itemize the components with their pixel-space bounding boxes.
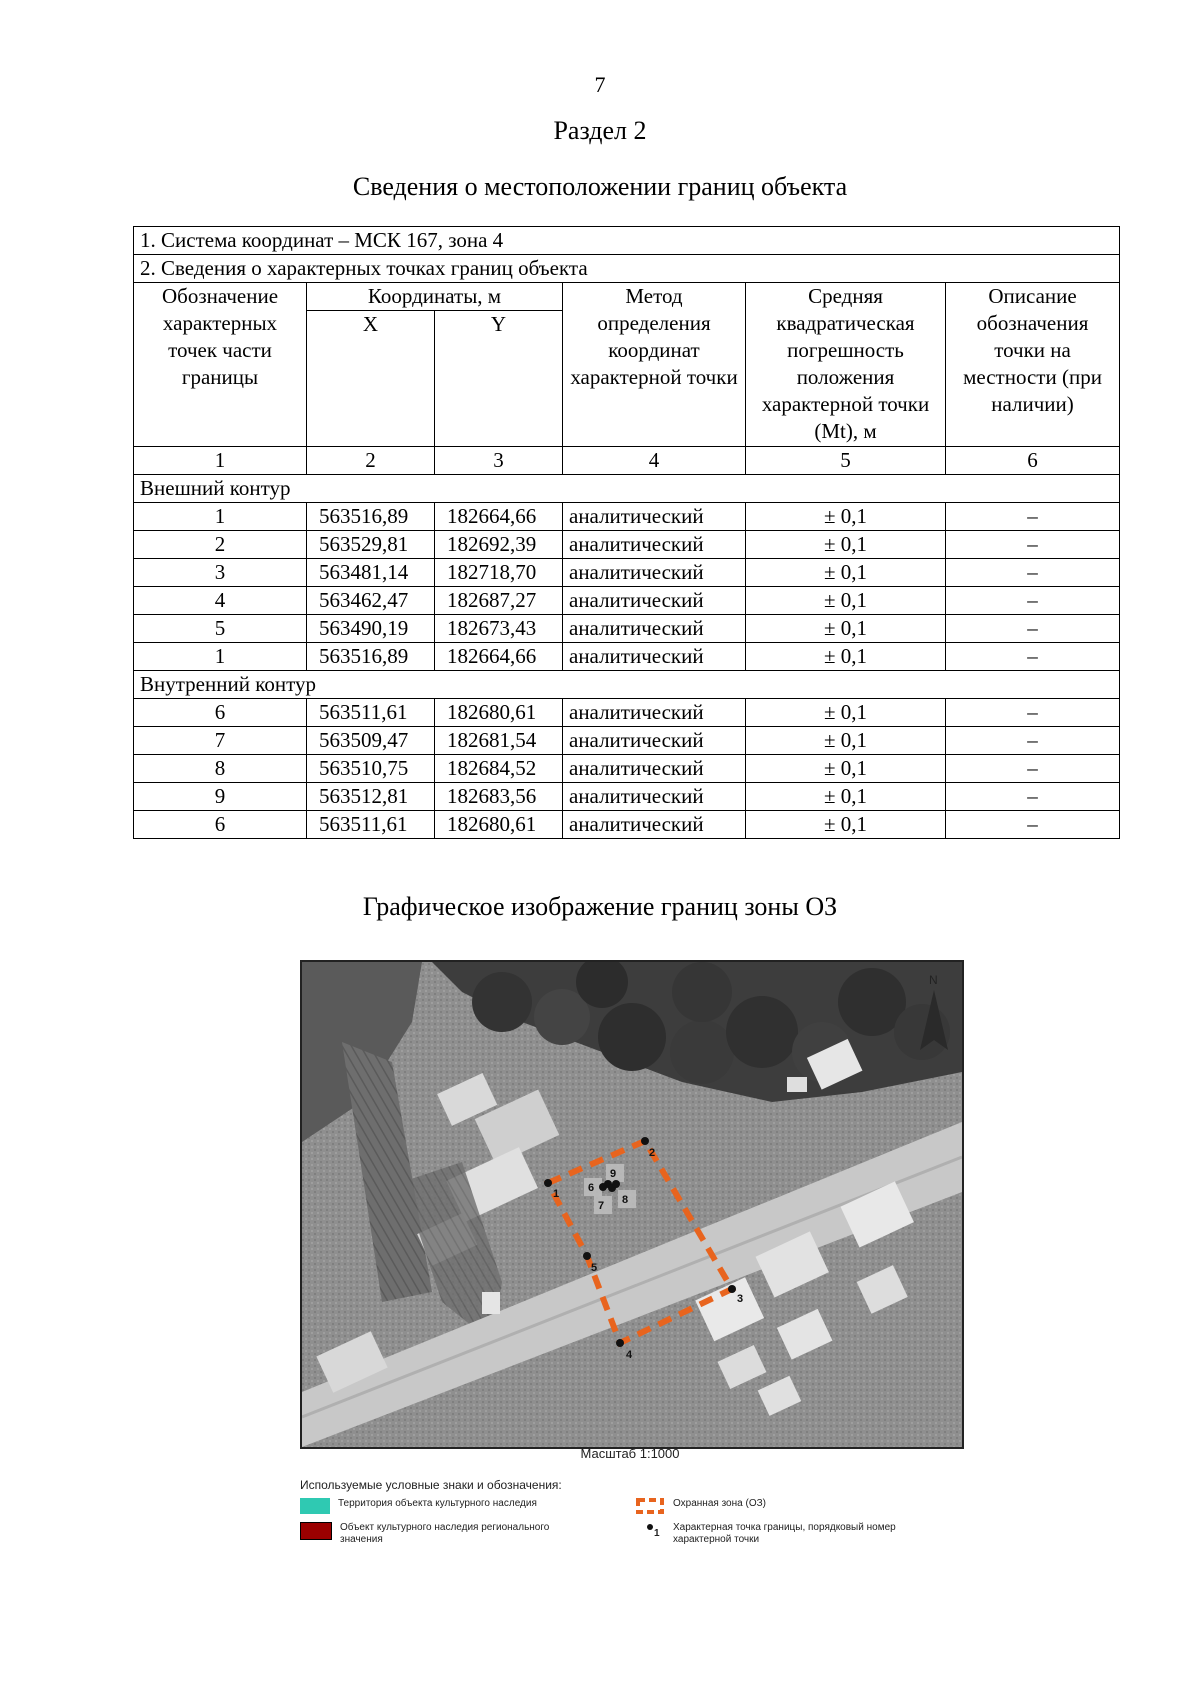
cell-point: 3 <box>134 559 307 587</box>
cell-error: ± 0,1 <box>746 643 946 671</box>
zone-swatch-icon <box>635 1498 665 1514</box>
table-row <box>134 615 1120 643</box>
cell-x: 563511,61 <box>307 811 435 839</box>
cell-error: ± 0,1 <box>746 811 946 839</box>
cell-error: ± 0,1 <box>746 587 946 615</box>
header-y: Y <box>435 311 563 447</box>
point-label: 2 <box>649 1147 656 1159</box>
table-row <box>134 699 1120 727</box>
cell-method: аналитический <box>563 811 746 839</box>
map-legend <box>300 1478 980 1545</box>
cell-error: ± 0,1 <box>746 615 946 643</box>
page-number: 7 <box>594 72 606 97</box>
table-row <box>134 643 1120 671</box>
column-number: 2 <box>307 447 435 475</box>
cell-point: 4 <box>134 587 307 615</box>
cell-description: – <box>946 531 1120 559</box>
legend-territory-label: Территория объекта культурного наследия <box>338 1498 537 1509</box>
column-number: 5 <box>746 447 946 475</box>
coord-system-row: 1. Система координат – МСК 167, зона 4 <box>134 227 1120 255</box>
legend-point-number: 1 <box>654 1528 660 1539</box>
outer-contour-rows <box>134 503 1120 671</box>
legend-object-label: Объект культурного наследия регионального значения <box>340 1522 550 1545</box>
boundary-point-marker <box>616 1339 624 1347</box>
cell-y: 182664,66 <box>435 503 563 531</box>
boundary-point-marker <box>583 1252 591 1260</box>
table-row <box>134 587 1120 615</box>
cell-error: ± 0,1 <box>746 531 946 559</box>
cell-point: 5 <box>134 615 307 643</box>
cell-x: 563516,89 <box>307 643 435 671</box>
point-label: 9 <box>610 1168 617 1180</box>
graphic-title: Графическое изображение границ зоны ОЗ <box>362 892 838 921</box>
cell-y: 182681,54 <box>435 727 563 755</box>
section-title: Раздел 2 <box>553 116 647 145</box>
cell-point: 2 <box>134 531 307 559</box>
column-number: 6 <box>946 447 1120 475</box>
legend-item-zone <box>635 1498 923 1514</box>
cell-point: 1 <box>134 643 307 671</box>
cell-error: ± 0,1 <box>746 755 946 783</box>
cell-description: – <box>946 643 1120 671</box>
header-coordinates: Координаты, м <box>307 283 563 311</box>
coordinates-table <box>133 226 1120 839</box>
document-subtitle: Сведения о местоположении границ объекта <box>352 172 848 201</box>
column-number: 4 <box>563 447 746 475</box>
cell-method: аналитический <box>563 755 746 783</box>
cell-point: 8 <box>134 755 307 783</box>
cell-description: – <box>946 727 1120 755</box>
cell-method: аналитический <box>563 783 746 811</box>
point-label: 1 <box>553 1188 560 1200</box>
cell-y: 182687,27 <box>435 587 563 615</box>
cell-y: 182680,61 <box>435 699 563 727</box>
point-label: 7 <box>598 1200 605 1212</box>
point-symbol-icon <box>635 1522 665 1538</box>
cell-x: 563516,89 <box>307 503 435 531</box>
header-description: Описание обозначения точки на местности (при наличии) <box>946 283 1120 447</box>
cell-x: 563490,19 <box>307 615 435 643</box>
cell-y: 182664,66 <box>435 643 563 671</box>
cell-y: 182673,43 <box>435 615 563 643</box>
header-x: X <box>307 311 435 447</box>
header-method: Метод определения координат характерной точки <box>563 283 746 447</box>
cell-method: аналитический <box>563 559 746 587</box>
cell-method: аналитический <box>563 587 746 615</box>
table-row <box>134 783 1120 811</box>
point-label: 4 <box>626 1349 633 1361</box>
cell-x: 563510,75 <box>307 755 435 783</box>
cell-description: – <box>946 587 1120 615</box>
cell-error: ± 0,1 <box>746 699 946 727</box>
cell-description: – <box>946 783 1120 811</box>
cell-y: 182684,52 <box>435 755 563 783</box>
point-label: 5 <box>591 1262 598 1274</box>
column-number: 3 <box>435 447 563 475</box>
object-swatch-icon <box>300 1522 332 1540</box>
column-number: 1 <box>134 447 307 475</box>
cell-point: 6 <box>134 699 307 727</box>
cell-y: 182680,61 <box>435 811 563 839</box>
legend-point-label: Характерная точка границы, порядковый номер характерной точки <box>673 1522 896 1545</box>
boundary-point-marker <box>544 1179 552 1187</box>
aerial-map <box>300 960 964 1449</box>
cell-x: 563509,47 <box>307 727 435 755</box>
boundary-point-marker <box>641 1137 649 1145</box>
territory-swatch-icon <box>300 1498 330 1514</box>
table-row <box>134 503 1120 531</box>
cell-point: 7 <box>134 727 307 755</box>
table-row <box>134 559 1120 587</box>
cell-error: ± 0,1 <box>746 783 946 811</box>
point-label: 3 <box>737 1293 744 1305</box>
legend-item-point <box>635 1522 923 1546</box>
cell-method: аналитический <box>563 727 746 755</box>
cell-x: 563511,61 <box>307 699 435 727</box>
table-row <box>134 727 1120 755</box>
cell-point: 9 <box>134 783 307 811</box>
header-error: Средняя квадратическая погрешность положения характерной точки (Mt), м <box>746 283 946 447</box>
table-row <box>134 531 1120 559</box>
boundary-point-marker <box>728 1285 736 1293</box>
cell-error: ± 0,1 <box>746 503 946 531</box>
cell-x: 563462,47 <box>307 587 435 615</box>
legend-item-territory <box>300 1498 588 1514</box>
cell-description: – <box>946 559 1120 587</box>
inner-contour-label: Внутренний контур <box>134 671 1120 699</box>
table-row <box>134 755 1120 783</box>
outer-contour-label: Внешний контур <box>134 475 1120 503</box>
cell-point: 1 <box>134 503 307 531</box>
legend-zone-label: Охранная зона (ОЗ) <box>673 1498 766 1509</box>
point-label: 8 <box>622 1194 629 1206</box>
table-row <box>134 811 1120 839</box>
cell-description: – <box>946 811 1120 839</box>
cell-description: – <box>946 615 1120 643</box>
cell-error: ± 0,1 <box>746 727 946 755</box>
cell-x: 563529,81 <box>307 531 435 559</box>
cell-method: аналитический <box>563 503 746 531</box>
cell-y: 182692,39 <box>435 531 563 559</box>
cell-description: – <box>946 699 1120 727</box>
aerial-photo <box>302 962 962 1447</box>
inner-contour-rows <box>134 699 1120 839</box>
north-label: N <box>929 973 938 987</box>
points-heading-row: 2. Сведения о характерных точках границ объекта <box>134 255 1120 283</box>
cell-method: аналитический <box>563 699 746 727</box>
map-scale: Масштаб 1:1000 <box>580 1446 680 1461</box>
cell-point: 6 <box>134 811 307 839</box>
legend-title: Используемые условные знаки и обозначения: <box>300 1478 562 1492</box>
cell-x: 563512,81 <box>307 783 435 811</box>
cell-method: аналитический <box>563 531 746 559</box>
legend-item-object <box>300 1522 590 1546</box>
cell-description: – <box>946 503 1120 531</box>
header-designation: Обозначение характерных точек части границы <box>134 283 307 447</box>
cell-error: ± 0,1 <box>746 559 946 587</box>
cell-description: – <box>946 755 1120 783</box>
point-label: 6 <box>588 1182 595 1194</box>
cell-y: 182718,70 <box>435 559 563 587</box>
cell-x: 563481,14 <box>307 559 435 587</box>
cell-y: 182683,56 <box>435 783 563 811</box>
cell-method: аналитический <box>563 643 746 671</box>
cell-method: аналитический <box>563 615 746 643</box>
